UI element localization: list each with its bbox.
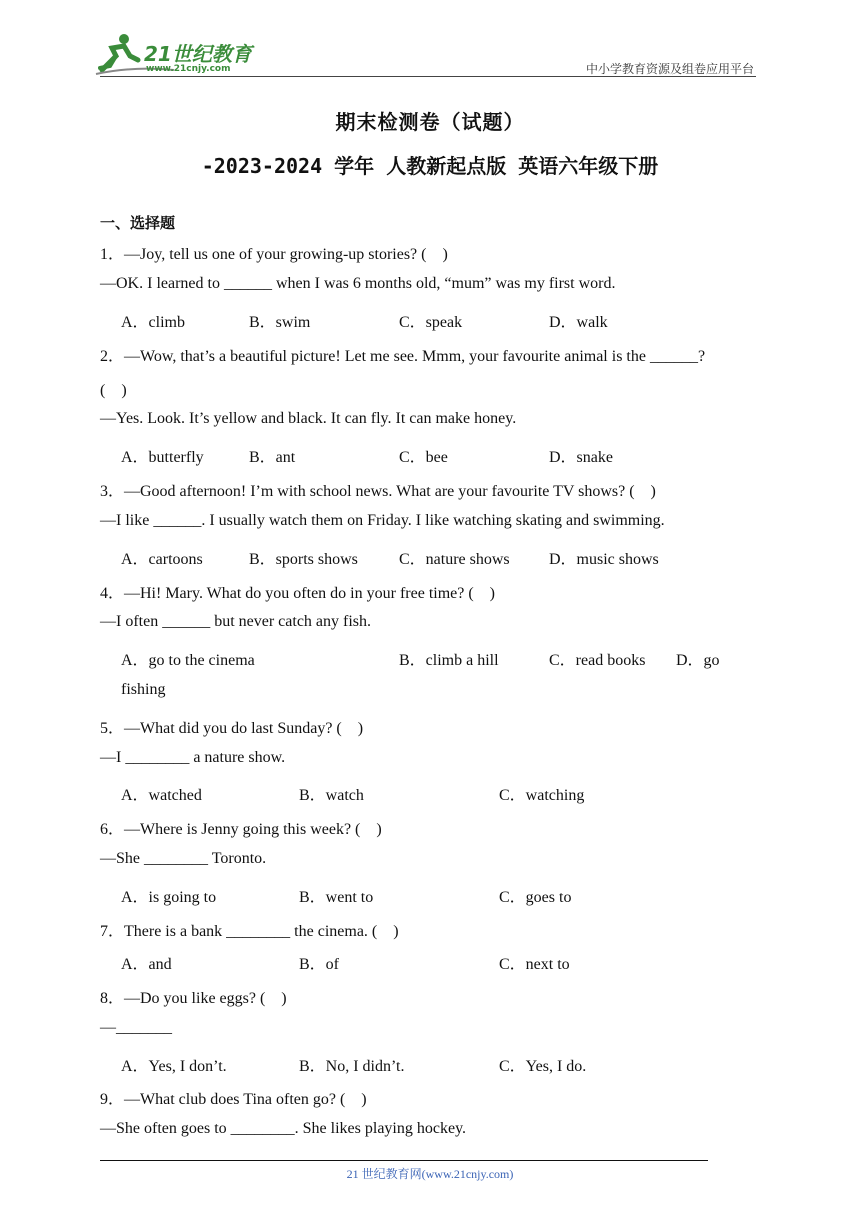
- option-6b: B．went to: [299, 889, 374, 906]
- option-4c: C．read books: [549, 652, 646, 669]
- footer-link[interactable]: 21 世纪教育网(www.21cnjy.com): [346, 1167, 514, 1181]
- option-2a: A．butterfly: [121, 449, 204, 466]
- option-4b: B．climb a hill: [399, 652, 499, 669]
- option-7c: C．next to: [499, 956, 570, 973]
- answer-line-8: —_______: [100, 1019, 172, 1036]
- option-3c: C．nature shows: [399, 551, 510, 568]
- option-5b: B．watch: [299, 787, 364, 804]
- option-7a: A．and: [121, 956, 172, 973]
- answer-line-6: —She ________ Toronto.: [100, 850, 267, 867]
- question-7: 7．There is a bank ________ the cinema. ( ): [100, 923, 399, 940]
- question-4: 4．—Hi! Mary. What do you often do in your free time? ( ): [100, 585, 496, 602]
- option-1c: C．speak: [399, 314, 463, 331]
- question-1: 1．—Joy, tell us one of your growing-up stories? ( ): [100, 246, 448, 263]
- page-title: 期末检测卷（试题）: [335, 110, 525, 134]
- option-3a: A．cartoons: [121, 551, 203, 568]
- footer-divider: [100, 1160, 708, 1161]
- question-9: 9．—What club does Tina often go? ( ): [100, 1091, 367, 1108]
- question-8: 8．—Do you like eggs? ( ): [100, 990, 287, 1007]
- question-6: 6．—Where is Jenny going this week? ( ): [100, 821, 382, 838]
- option-8c: C．Yes, I do.: [499, 1058, 587, 1075]
- option-1b: B．swim: [249, 314, 311, 331]
- question-3: 3．—Good afternoon! I’m with school news. What are your favourite TV shows? ( ): [100, 483, 656, 500]
- site-logo: [94, 30, 264, 78]
- option-7b: B．of: [299, 956, 340, 973]
- option-4a: A．go to the cinema: [121, 652, 255, 669]
- option-2b: B．ant: [249, 449, 296, 466]
- option-6a: A．is going to: [121, 889, 217, 906]
- logo-text: 21世纪教育: [144, 42, 252, 66]
- question-2-cont: ( ): [100, 382, 127, 399]
- logo-url: www.21cnjy.com: [146, 64, 231, 74]
- header-tagline: 中小学教育资源及组卷应用平台: [585, 62, 754, 76]
- option-6c: C．goes to: [499, 889, 572, 906]
- answer-line-3: —I like ______. I usually watch them on Friday. I like watching skating and swimming.: [100, 512, 665, 529]
- option-2c: C．bee: [399, 449, 448, 466]
- section-title: 一、选择题: [100, 214, 176, 232]
- option-1d: D．walk: [549, 314, 608, 331]
- answer-line-2: —Yes. Look. It’s yellow and black. It can fly. It can make honey.: [100, 410, 517, 427]
- option-3d: D．music shows: [549, 551, 659, 568]
- option-1a: A．climb: [121, 314, 185, 331]
- answer-line-5: —I ________ a nature show.: [100, 749, 286, 766]
- option-8a: A．Yes, I don’t.: [121, 1058, 227, 1075]
- answer-line-1: —OK. I learned to ______ when I was 6 months old, “mum” was my first word.: [100, 275, 616, 292]
- option-4d: D．go: [676, 652, 720, 669]
- option-2d: D．snake: [549, 449, 613, 466]
- question-5: 5．—What did you do last Sunday? ( ): [100, 720, 364, 737]
- option-5c: C．watching: [499, 787, 585, 804]
- option-4d-cont: fishing: [121, 681, 166, 698]
- page-subtitle: -2023-2024 学年 人教新起点版 英语六年级下册: [201, 154, 659, 178]
- answer-line-4: —I often ______ but never catch any fish.: [100, 613, 372, 630]
- question-2: 2．—Wow, that’s a beautiful picture! Let me see. Mmm, your favourite animal is the ______?: [100, 348, 706, 365]
- option-5a: A．watched: [121, 787, 202, 804]
- option-3b: B．sports shows: [249, 551, 358, 568]
- header-divider: [100, 76, 756, 77]
- option-8b: B．No, I didn’t.: [299, 1058, 405, 1075]
- answer-line-9: —She often goes to ________. She likes playing hockey.: [100, 1120, 467, 1137]
